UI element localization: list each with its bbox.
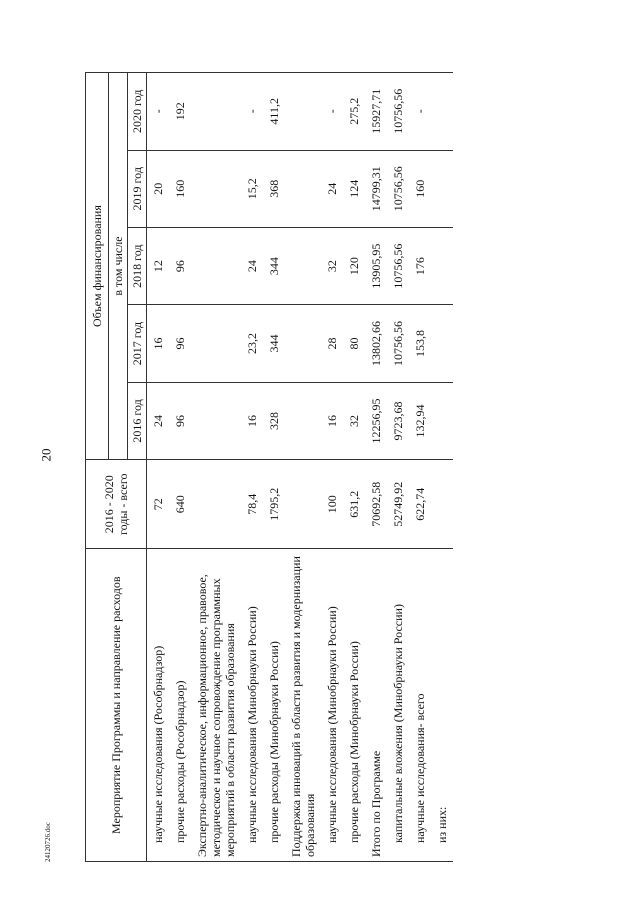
cell-year-value: -	[321, 73, 343, 151]
cell-year-value: 12	[147, 227, 170, 304]
cell-year-value	[191, 73, 241, 151]
cell-total	[285, 460, 321, 549]
cell-year-value: 13905,95	[365, 227, 387, 304]
header-total: 2016 - 2020 годы - всего	[86, 460, 147, 549]
header-event: Мероприятие Программы и направление расходов	[86, 549, 147, 862]
cell-year-value: 368	[263, 150, 285, 227]
cell-year-value: 20	[147, 150, 170, 227]
cell-year-value: 23,2	[241, 305, 263, 382]
table-row	[387, 73, 409, 862]
footer-doc-code: 24120726.doc	[44, 822, 52, 862]
cell-year-value: 13802,66	[365, 305, 387, 382]
row-label: Поддержка инноваций в области развития и модернизации образования	[285, 549, 321, 862]
funding-table	[85, 72, 453, 862]
cell-year-value: 328	[263, 382, 285, 459]
header-year: 2016 год	[128, 382, 147, 459]
cell-year-value: 160	[409, 150, 431, 227]
cell-year-value: 24	[321, 150, 343, 227]
table-row	[431, 73, 453, 862]
row-label: капитальные вложения (Минобрнауки России)	[387, 549, 409, 862]
table-row	[285, 73, 321, 862]
cell-year-value: 411,2	[263, 73, 285, 151]
cell-year-value: 16	[241, 382, 263, 459]
cell-year-value	[431, 150, 453, 227]
cell-year-value: 192	[169, 73, 191, 151]
cell-year-value: 153,8	[409, 305, 431, 382]
cell-year-value: 120	[343, 227, 365, 304]
cell-year-value: 96	[169, 305, 191, 382]
cell-year-value	[191, 150, 241, 227]
row-label: научные исследования (Рособрнадзор)	[147, 549, 170, 862]
cell-year-value: 16	[321, 382, 343, 459]
cell-total: 640	[169, 460, 191, 549]
cell-year-value: 96	[169, 382, 191, 459]
header-in-that: в том числе	[109, 73, 128, 460]
cell-total: 1795,2	[263, 460, 285, 549]
cell-year-value	[431, 305, 453, 382]
cell-year-value: 10756,56	[387, 227, 409, 304]
table-row	[169, 73, 191, 862]
table-row	[365, 73, 387, 862]
cell-year-value	[285, 382, 321, 459]
cell-total	[191, 460, 241, 549]
cell-year-value: 275,2	[343, 73, 365, 151]
header-funding: Объем финансирования	[86, 73, 109, 460]
cell-total: 78,4	[241, 460, 263, 549]
cell-year-value: 10756,56	[387, 150, 409, 227]
cell-year-value: 160	[169, 150, 191, 227]
cell-year-value: 10756,56	[387, 305, 409, 382]
cell-year-value: 24	[147, 382, 170, 459]
cell-year-value: -	[241, 73, 263, 151]
cell-year-value: 14799,31	[365, 150, 387, 227]
cell-year-value	[191, 305, 241, 382]
cell-year-value	[285, 150, 321, 227]
cell-year-value: 32	[321, 227, 343, 304]
header-year: 2019 год	[128, 150, 147, 227]
header-year: 2020 год	[128, 73, 147, 151]
table-row	[343, 73, 365, 862]
row-label: научные исследования (Минобрнауки России)	[321, 549, 343, 862]
table-row	[241, 73, 263, 862]
cell-year-value	[191, 227, 241, 304]
cell-year-value: 96	[169, 227, 191, 304]
cell-year-value: -	[147, 73, 170, 151]
cell-year-value: 32	[343, 382, 365, 459]
cell-year-value: 12256,95	[365, 382, 387, 459]
cell-total	[431, 460, 453, 549]
cell-year-value: 344	[263, 227, 285, 304]
row-label: прочие расходы (Минобрнауки России)	[263, 549, 285, 862]
cell-year-value: 10756,56	[387, 73, 409, 151]
table-row	[263, 73, 285, 862]
cell-year-value	[285, 227, 321, 304]
cell-year-value	[191, 382, 241, 459]
cell-year-value: 16	[147, 305, 170, 382]
header-year: 2017 год	[128, 305, 147, 382]
cell-year-value: -	[409, 73, 431, 151]
cell-year-value: 124	[343, 150, 365, 227]
cell-total: 52749,92	[387, 460, 409, 549]
cell-year-value	[431, 73, 453, 151]
cell-year-value	[431, 382, 453, 459]
cell-total: 622,74	[409, 460, 431, 549]
cell-year-value	[285, 305, 321, 382]
cell-year-value: 132,94	[409, 382, 431, 459]
cell-year-value: 176	[409, 227, 431, 304]
row-label: Итого по Программе	[365, 549, 387, 862]
header-year: 2018 год	[128, 227, 147, 304]
row-label: прочие расходы (Минобрнауки России)	[343, 549, 365, 862]
row-label: научные исследования (Минобрнауки России)	[241, 549, 263, 862]
cell-year-value: 15,2	[241, 150, 263, 227]
page-number: 20	[38, 448, 54, 462]
cell-total: 100	[321, 460, 343, 549]
cell-total: 631,2	[343, 460, 365, 549]
table-row	[147, 73, 170, 862]
cell-total: 70692,58	[365, 460, 387, 549]
rotated-table-container	[85, 72, 551, 862]
cell-year-value: 15927,71	[365, 73, 387, 151]
cell-year-value: 344	[263, 305, 285, 382]
row-label: научные исследования- всего	[409, 549, 431, 862]
cell-year-value: 80	[343, 305, 365, 382]
table-row	[321, 73, 343, 862]
cell-total: 72	[147, 460, 170, 549]
cell-year-value	[285, 73, 321, 151]
row-label: Экспертно-аналитическое, информационное, правовое, методическое и научное сопровождение программных мероприятий в области развития образования	[191, 549, 241, 862]
cell-year-value: 28	[321, 305, 343, 382]
row-label: из них:	[431, 549, 453, 862]
row-label: прочие расходы (Рособрнадзор)	[169, 549, 191, 862]
table-row	[191, 73, 241, 862]
table-row	[409, 73, 431, 862]
cell-year-value	[431, 227, 453, 304]
cell-year-value: 24	[241, 227, 263, 304]
cell-year-value: 9723,68	[387, 382, 409, 459]
